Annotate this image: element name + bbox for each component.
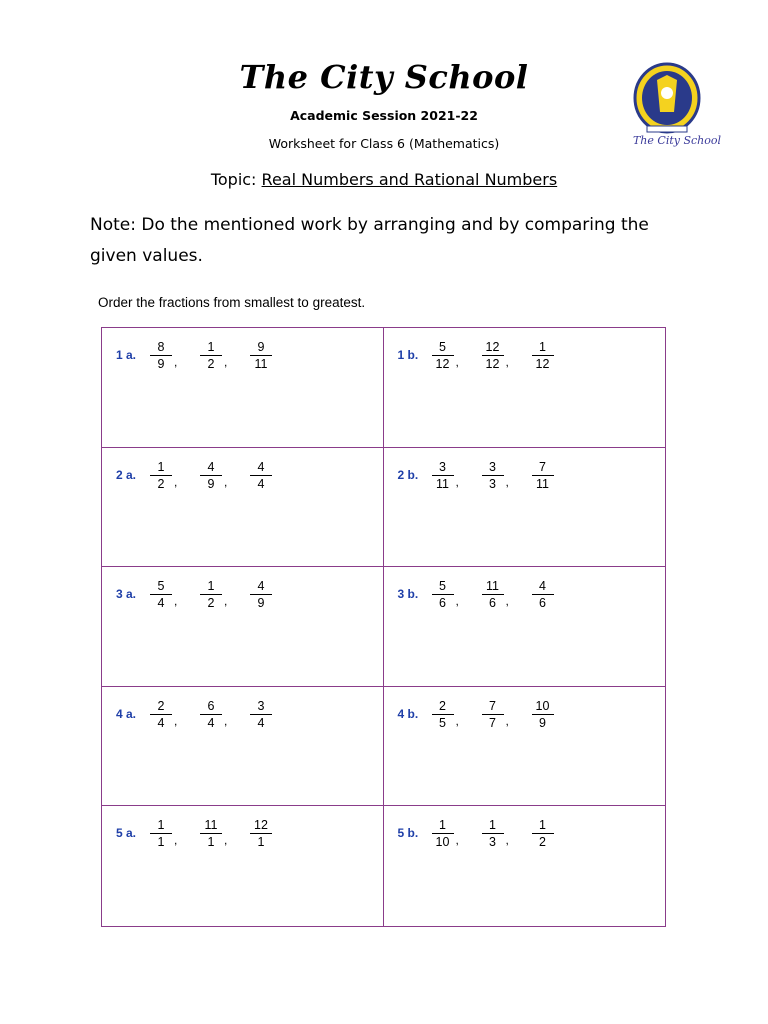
denominator: 11 [254,357,268,371]
fraction-separator: , [505,474,509,489]
numerator: 12 [482,340,504,356]
fraction-list [150,340,300,371]
fraction-separator: , [505,355,509,369]
numerator: 2 [432,699,454,715]
denominator: 10 [435,835,450,850]
numerator: 7 [482,699,504,715]
fraction [200,818,222,849]
fraction [200,460,222,491]
fraction-item [250,699,280,730]
fraction-list [150,579,300,610]
fraction-item [150,340,180,371]
numerator: 3 [482,460,504,476]
question-cell[interactable] [102,687,384,807]
fraction [250,818,272,849]
fraction-separator: , [174,474,178,489]
question-cell[interactable] [102,567,384,687]
fraction-separator: , [224,713,228,728]
fraction [150,818,172,849]
fraction [250,699,272,730]
denominator: 2 [539,835,546,850]
fraction-separator: , [224,594,228,609]
fraction-list [432,818,582,849]
denominator: 9 [539,715,546,730]
logo-caption: The City School [632,134,722,147]
fraction-item [482,699,512,730]
fraction [432,579,454,610]
fraction-item [150,579,180,610]
denominator: 6 [489,596,496,611]
fraction-item [200,699,230,730]
denominator: 12 [485,357,500,371]
numerator: 10 [532,699,554,715]
question-label: 1 a. [116,348,137,362]
denominator: 4 [157,596,165,611]
fraction-separator: , [455,713,459,728]
academic-session: Academic Session 2021-22 [290,108,478,123]
numerator: 7 [532,460,554,476]
denominator: 9 [207,476,215,491]
numerator: 1 [200,579,222,595]
denominator: 3 [489,835,496,850]
fraction-separator: , [174,833,178,848]
numerator: 4 [200,460,222,476]
question-cell[interactable] [384,328,666,448]
question-label: 1 b. [397,348,419,362]
denominator: 6 [439,596,446,611]
denominator: 3 [489,476,496,491]
question-cell[interactable] [384,806,666,926]
fraction-item [250,460,280,491]
fraction [432,340,454,371]
numerator: 6 [200,699,222,715]
numerator: 1 [482,818,504,834]
fraction [482,460,504,491]
question-label: 5 a. [116,826,137,841]
numerator: 8 [150,340,172,356]
denominator: 2 [207,357,215,371]
fraction-separator: , [224,833,228,848]
question-cell[interactable] [102,328,384,448]
fraction [532,699,554,730]
fraction [250,340,272,371]
fraction-item [432,818,462,849]
denominator: 5 [439,715,446,730]
fraction [150,579,172,610]
fraction-item [482,340,512,371]
fraction-list [432,699,582,730]
question-cell[interactable] [102,806,384,926]
denominator: 2 [207,596,215,611]
numerator: 1 [200,340,222,356]
fraction-separator: , [455,355,459,369]
denominator: 9 [157,357,165,371]
denominator: 11 [436,476,449,491]
fraction-item [250,579,280,610]
fraction-item [532,699,562,730]
numerator: 1 [150,818,172,834]
question-cell[interactable] [102,448,384,568]
fraction-list [432,460,582,491]
fraction [482,579,504,610]
fraction-item [432,340,462,371]
fraction-item [432,460,462,491]
fraction [200,340,222,371]
numerator: 1 [432,818,454,834]
numerator: 11 [482,579,504,595]
denominator: 4 [157,715,165,730]
question-cell[interactable] [384,687,666,807]
fraction-separator: , [455,474,459,489]
fraction [200,699,222,730]
fraction [200,579,222,610]
numerator: 1 [532,818,554,834]
fraction-separator: , [174,355,178,369]
question-label: 4 b. [397,706,419,721]
denominator: 12 [535,357,550,371]
numerator: 5 [432,340,454,356]
numerator: 1 [150,460,172,476]
fraction [150,460,172,491]
numerator: 5 [432,579,454,595]
fraction [482,340,504,371]
fraction [532,460,554,491]
numerator: 5 [150,579,172,595]
fraction-item [150,699,180,730]
fraction-item [532,818,562,849]
denominator: 4 [207,715,215,730]
fraction [482,699,504,730]
numerator: 4 [532,579,554,595]
fraction-item [150,818,180,849]
fraction-separator: , [455,833,459,848]
fraction-item [250,818,280,849]
fraction-item [432,699,462,730]
fraction-list [150,818,300,849]
fraction [150,340,172,371]
fraction-separator: , [224,474,228,489]
numerator: 11 [200,818,222,834]
fraction-item [150,460,180,491]
fraction-list [432,340,582,371]
numerator: 1 [532,340,554,356]
fraction-separator: , [174,713,178,728]
fraction-item [200,460,230,491]
school-name: The City School [239,58,529,96]
question-label: 3 a. [116,587,137,602]
fraction-item [482,579,512,610]
instruction-text: Order the fractions from smallest to greatest. [98,295,366,310]
fraction-item [200,340,230,371]
topic-line [0,170,768,189]
question-label: 2 b. [397,467,419,482]
numerator: 12 [250,818,272,834]
fraction-item [532,340,562,371]
numerator: 4 [250,460,272,476]
fraction-list [150,699,300,730]
denominator: 4 [257,715,265,730]
denominator: 1 [257,835,265,850]
fraction [532,340,554,371]
question-label: 4 a. [116,706,137,721]
fraction-separator: , [224,355,228,369]
fraction [432,699,454,730]
fraction-item [200,579,230,610]
fraction-separator: , [505,833,509,848]
fraction-item [250,340,280,371]
fraction-separator: , [455,594,459,609]
numerator: 4 [250,579,272,595]
fraction [250,460,272,491]
fraction [432,818,454,849]
fraction [250,579,272,610]
numerator: 2 [150,699,172,715]
fraction [532,818,554,849]
numerator: 3 [432,460,454,476]
fraction-item [482,460,512,491]
worksheet-title: Worksheet for Class 6 (Mathematics) [268,136,500,151]
fraction-grid [101,327,666,927]
denominator: 4 [257,476,265,491]
denominator: 9 [257,596,265,611]
topic-label: Topic: [210,170,257,189]
fraction-list [150,460,300,491]
fraction-separator: , [505,713,509,728]
fraction [482,818,504,849]
fraction-item [432,579,462,610]
fraction-list [432,579,582,610]
question-cell[interactable] [384,448,666,568]
denominator: 11 [536,476,549,491]
question-label: 5 b. [397,826,419,841]
fraction [432,460,454,491]
denominator: 1 [207,835,215,850]
fraction-separator: , [505,594,509,609]
numerator: 3 [250,699,272,715]
note-text: Note: Do the mentioned work by arranging and by comparing the given values. [90,215,649,266]
fraction-item [200,818,230,849]
numerator: 9 [250,340,272,356]
fraction [150,699,172,730]
fraction [532,579,554,610]
denominator: 12 [435,357,450,371]
denominator: 7 [489,715,496,730]
fraction-item [532,579,562,610]
fraction-item [532,460,562,491]
question-label: 3 b. [397,587,419,602]
denominator: 1 [157,835,165,850]
topic-value: Real Numbers and Rational Numbers [261,170,558,189]
fraction-item [482,818,512,849]
fraction-separator: , [174,594,178,609]
denominator: 6 [539,596,546,611]
question-cell[interactable] [384,567,666,687]
question-label: 2 a. [116,467,137,482]
denominator: 2 [157,476,165,491]
